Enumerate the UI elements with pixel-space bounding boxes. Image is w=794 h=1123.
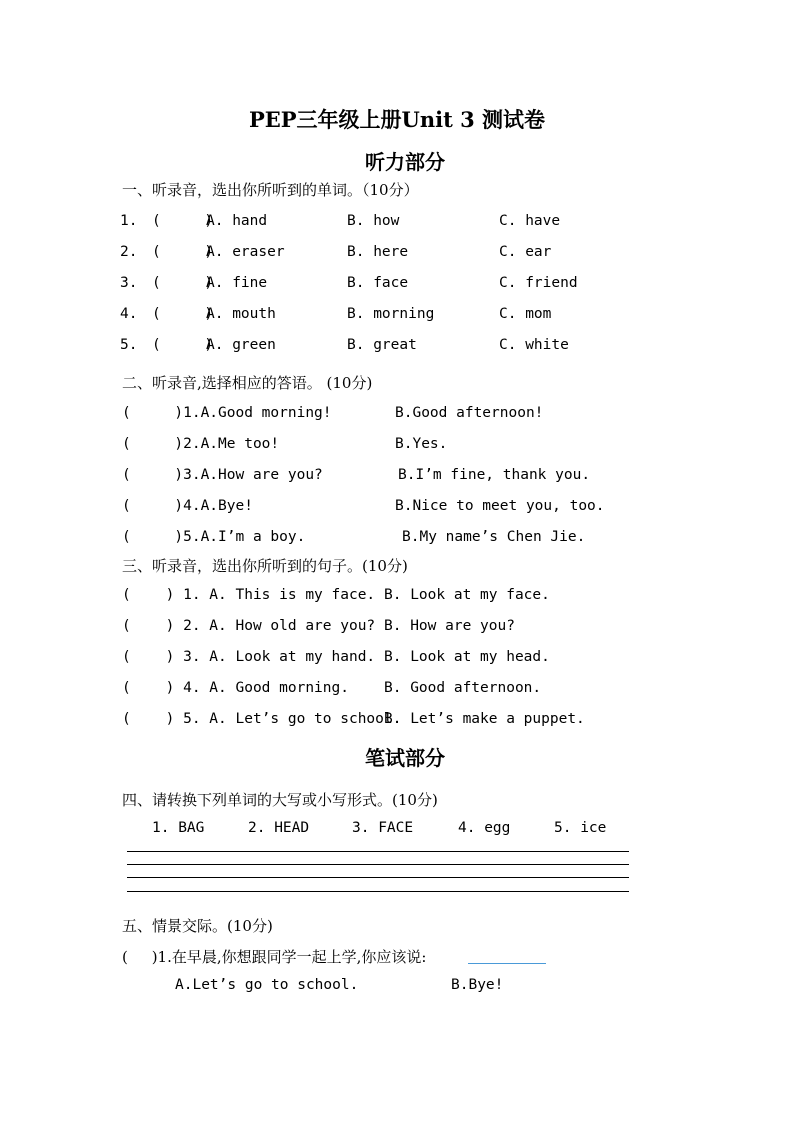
option-a: A. eraser (206, 244, 285, 260)
page-title: PEP三年级上册Unit 3 测试卷 (248, 107, 546, 132)
option-c: C. white (499, 337, 569, 353)
question-item: ( ) 5. A. Let’s go to school. (122, 711, 402, 727)
word-item: 5. ice (554, 820, 607, 836)
option-b: B.Yes. (395, 436, 448, 452)
writing-line[interactable] (127, 864, 629, 865)
option-b: B.My name’s Chen Jie. (402, 529, 586, 545)
question-item: ( ) 2. A. How old are you? (122, 618, 376, 634)
answer-blank[interactable]: ( ) (152, 306, 214, 322)
option-a: A. green (206, 337, 276, 353)
word-item: 3. FACE (352, 820, 414, 836)
question-item: ( )1.在早晨,你想跟同学一起上学,你应该说: (122, 948, 427, 966)
option-b: B.I’m fine, thank you. (398, 467, 591, 483)
question-item: ( ) 1. A. This is my face. (122, 587, 376, 603)
option-a: A. hand (206, 213, 268, 229)
question-item: ( ) 4. A. Good morning. (122, 680, 349, 696)
item-number: 3. (120, 275, 138, 291)
option-b: B. Let’s make a puppet. (384, 711, 585, 727)
answer-blank[interactable]: ( ) (152, 337, 214, 353)
answer-blank[interactable]: ( ) (152, 275, 214, 291)
written-section-title: 笔试部分 (365, 746, 445, 770)
option-c: C. ear (499, 244, 552, 260)
option-b: B.Good afternoon! (395, 405, 544, 421)
word-item: 4. egg (458, 820, 511, 836)
writing-line[interactable] (127, 891, 629, 892)
option-b: B. how (347, 213, 400, 229)
question-item: ( )2.A.Me too! (122, 436, 280, 452)
option-b: B. here (347, 244, 409, 260)
section2-heading: 二、听录音,选择相应的答语。 (10分) (122, 374, 373, 392)
writing-line[interactable] (127, 877, 629, 878)
answer-blank[interactable]: ( ) (152, 213, 214, 229)
option-b: B.Bye! (451, 977, 504, 993)
listening-section-title: 听力部分 (365, 150, 445, 174)
option-c: C. friend (499, 275, 578, 291)
word-item: 2. HEAD (248, 820, 310, 836)
item-number: 4. (120, 306, 138, 322)
option-c: C. mom (499, 306, 552, 322)
answer-blank[interactable]: ( ) (152, 244, 214, 260)
question-item: ( ) 3. A. Look at my hand. (122, 649, 376, 665)
option-b: B. Look at my face. (384, 587, 550, 603)
option-a: A. fine (206, 275, 268, 291)
item-number: 1. (120, 213, 138, 229)
question-item: ( )4.A.Bye! (122, 498, 253, 514)
question-item: ( )3.A.How are you? (122, 467, 323, 483)
section3-heading: 三、听录音，选出你所听到的句子。(10分) (122, 557, 408, 575)
option-c: C. have (499, 213, 561, 229)
option-b: B. Good afternoon. (384, 680, 542, 696)
word-item: 1. BAG (152, 820, 205, 836)
option-a: A. mouth (206, 306, 276, 322)
option-b: B. face (347, 275, 409, 291)
answer-line[interactable] (468, 963, 546, 964)
option-a: A.Let’s go to school. (175, 977, 359, 993)
writing-line[interactable] (127, 851, 629, 852)
item-number: 5. (120, 337, 138, 353)
option-b: B. How are you? (384, 618, 515, 634)
item-number: 2. (120, 244, 138, 260)
option-b: B. Look at my head. (384, 649, 550, 665)
option-b: B.Nice to meet you, too. (395, 498, 605, 514)
section5-heading: 五、情景交际。(10分) (122, 917, 273, 935)
section4-heading: 四、请转换下列单词的大写或小写形式。(10分) (122, 791, 438, 809)
question-item: ( )5.A.I’m a boy. (122, 529, 306, 545)
question-item: ( )1.A.Good morning! (122, 405, 332, 421)
option-b: B. great (347, 337, 417, 353)
option-b: B. morning (347, 306, 435, 322)
section1-heading: 一、听录音，选出你所听到的单词。（10分） (122, 181, 419, 199)
